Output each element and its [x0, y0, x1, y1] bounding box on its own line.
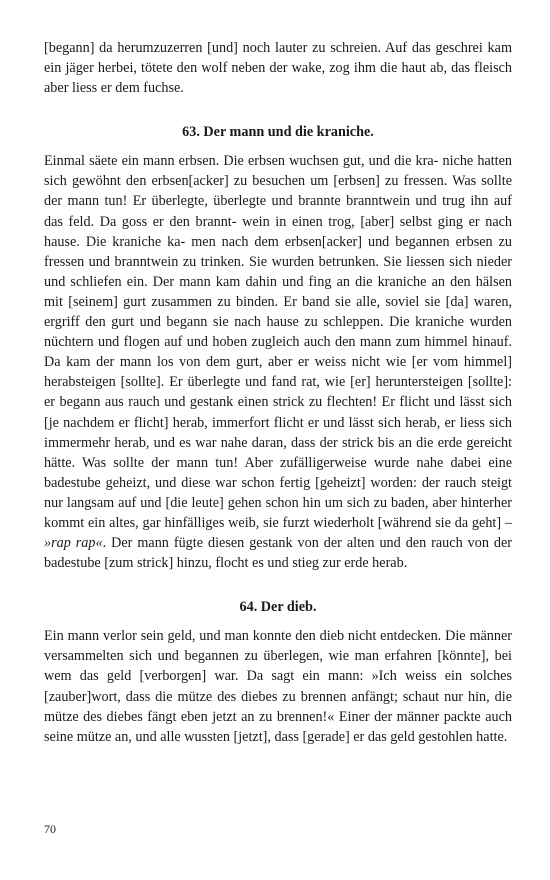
text-line: lässt sich [je nachdem er flicht] herab, immerfort flicht er und lässt: [44, 394, 513, 431]
text-line: Die männer versammelten sich und begannen zu überlegen, wie man: [44, 628, 513, 665]
text-line: brannte branntwein und trug ihn auf das feld. Da goss er den brannt-: [44, 193, 513, 230]
text-line: begann aus rauch und gestank einen strick zu flechten! Er flicht und: [59, 394, 456, 411]
text-line: sich herab, er liess sich immermehr herab, und es war nahe daran,: [44, 414, 513, 451]
text-line: Ein mann verlor sein geld, und man konnte den dieb nicht entdecken.: [44, 628, 442, 645]
story-64-title: 64. Der dieb.: [239, 599, 317, 616]
text-line: branntwein zu trinken. Sie wurden betrunken. Sie liessen sich nieder: [114, 253, 512, 270]
text-line: den hälsen mit [seinem] gurt zusammen zu binden. Er band sie alle,: [44, 273, 513, 310]
story-63-paragraph: [44, 151, 512, 573]
text-line: Einmal säete ein mann erbsen. Die erbsen wuchsen gut, und die kra-: [44, 153, 439, 170]
text-line: soviel sie [da] waren, ergriff den gurt und begann sie nach hause zu: [44, 293, 513, 331]
text-line: [begann] da herumzuzerren [und] noch lauter zu schreien. Auf das: [44, 40, 431, 56]
text-line: und schliefen ein. Der mann kam dahin und fing an die kraniche an: [44, 273, 445, 290]
text-line: zugleich auch den mann zum himmel hinauf. Da kam der mann los: [44, 334, 513, 371]
text-line: zu brennen anfängt; schaut nur hin, die mütze des diebes fängt eben: [44, 688, 513, 725]
text-line: jetzt an zu brennen!« Einer der männer packte auch seine mütze an,: [44, 708, 512, 745]
text-line: von dem gurt, aber er weiss nicht wie [er vom himmel] herabsteigen: [44, 354, 512, 391]
text-line: mann: »Ich weiss ein solches [zauber]wort, dass die mütze des diebes: [44, 668, 513, 705]
onomatopoeia-italic: »rap rap«: [44, 535, 103, 552]
text-line: wein in einen trog, [aber] selbst ging er nach hause. Die kraniche ka-: [44, 213, 513, 250]
text-line: niche hatten sich gewöhnt den erbsen[acker] zu besuchen um [erbsen]: [44, 153, 513, 190]
page-number: 70: [44, 822, 56, 836]
story-63-title: 63. Der mann und die kraniche.: [182, 124, 374, 141]
text-line: men nach dem erbsen[acker] und begannen erbsen zu fressen und: [44, 233, 512, 270]
text-line: geschrei kam ein jäger herbei, tötete den wolf neben der wake, zog: [44, 40, 512, 77]
text-line: kommt ein altes, gar hinfälliges weib, sie furzt wiederholt [während: [44, 514, 432, 531]
text-line: zu fressen. Was sollte der mann tun! Er überlegte, überlegte und: [44, 173, 513, 210]
text-line: diese war schon fertig [geheizt] worden: der rauch steigt nur langsam: [44, 474, 512, 511]
text-line: schleppen. Die kraniche wurden nüchtern und flogen auf und hoben: [44, 314, 513, 351]
text-line: Aber zufälligerweise wurde nahe dabei eine badestube geheizt, und: [44, 454, 513, 491]
story-62-tail-paragraph: [44, 38, 512, 98]
page-body: [44, 38, 512, 747]
text-line: und alle wussten [jetzt], dass [gerade] er das geld gestohlen hatte.: [135, 728, 508, 745]
text-segment: sie da geht] –: [435, 514, 512, 531]
text-segment: . Der mann fügte diesen gestank von der alten: [102, 535, 375, 552]
text-line: stieg zur erde herab.: [292, 555, 408, 572]
text-line: [sollte]. Er überlegte und fand rat, wie [er] heruntersteigen [sollte]: er: [44, 374, 512, 411]
text-line: auf und [die leute] gehen schon hin um sich zu baden, aber hinterher: [118, 494, 512, 511]
text-line: ihm die haut ab, das fleisch aber liess er dem fuchse.: [44, 60, 512, 97]
text-line: erfahren [könnte], bei wem das geld [verborgen] war. Da sagt ein: [44, 648, 512, 685]
text-line: und den rauch von der badestube [zum strick] hinzu, flocht es und: [44, 535, 513, 572]
story-64-paragraph: [44, 626, 512, 747]
text-line: dass der strick bis an die erde gereicht hätte. Was sollte der mann tun!: [44, 434, 513, 471]
